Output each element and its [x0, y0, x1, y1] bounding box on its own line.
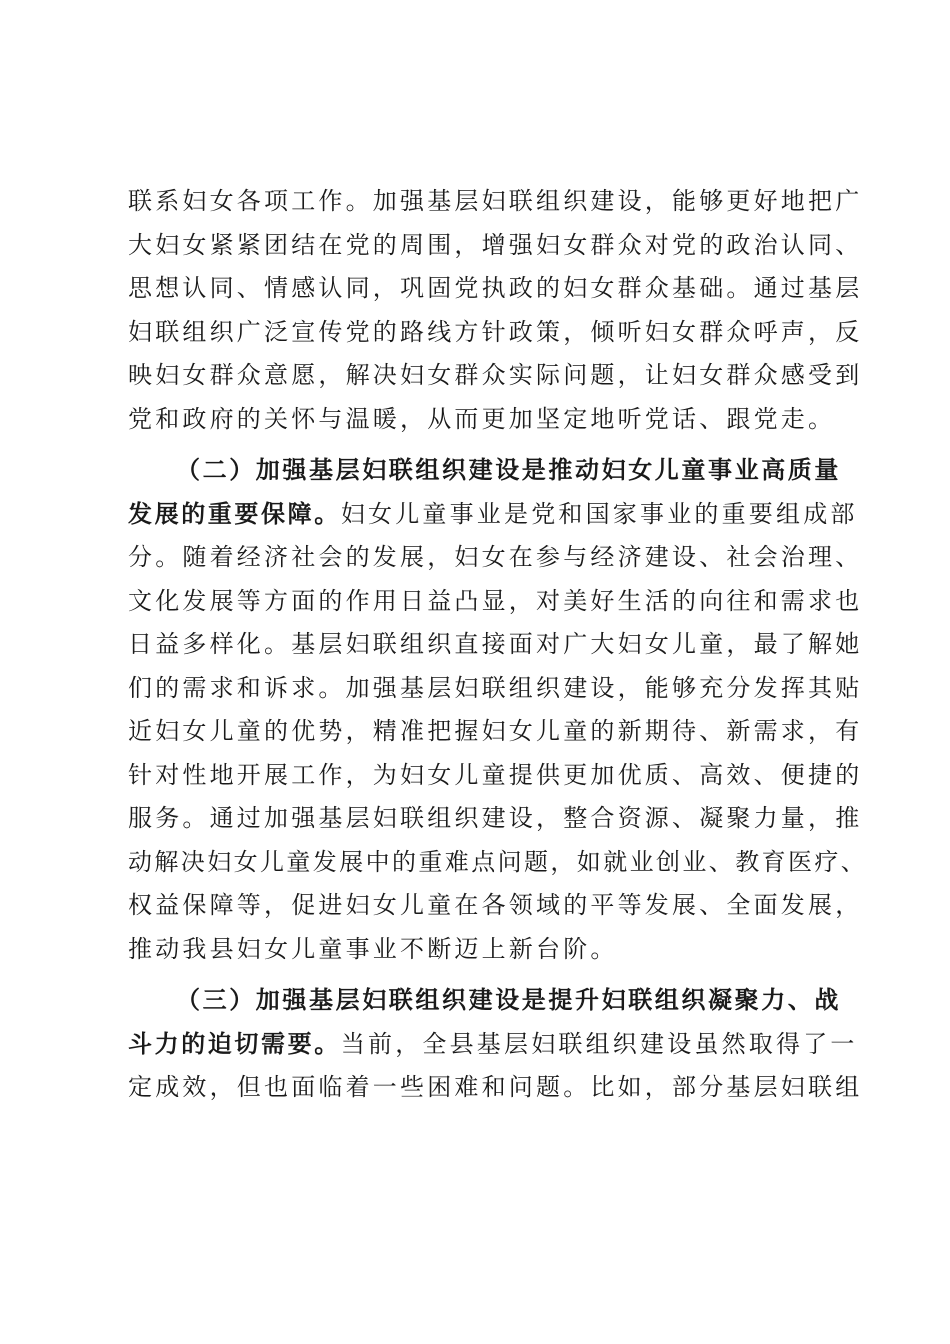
text-line: 大妇女紧紧团结在党的周围，增强妇女群众对党的政治认同、: [128, 230, 863, 259]
text-line: [128, 1023, 858, 1067]
document-body: [128, 180, 868, 1110]
paragraph-3: [128, 979, 863, 1110]
text-line: 推动我县妇女儿童事业不断迈上新台阶。: [128, 934, 618, 963]
section-heading-3-cont: 斗力的迫切需要。: [128, 1029, 341, 1058]
section-heading-3: （三）加强基层妇联组织建设是提升妇联组织凝聚力、战: [176, 986, 841, 1014]
text-line: 权益保障等，促进妇女儿童在各领域的平等发展、全面发展，: [128, 891, 863, 919]
text-line: 近妇女儿童的优势，精准把握妇女儿童的新期待、新需求，有: [128, 717, 863, 745]
text-span: 当前，全县基层妇联组织建设虽然取得了一: [340, 1029, 858, 1058]
text-line: 日益多样化。基层妇联组织直接面对广大妇女儿童，最了解她: [128, 630, 863, 658]
text-line: 分。随着经济社会的发展，妇女在参与经济建设、社会治理、: [128, 543, 863, 571]
section-heading-2-cont: 发展的重要保障。: [128, 499, 341, 528]
text-line: 文化发展等方面的作用日益凸显，对美好生活的向往和需求也: [128, 586, 863, 615]
paragraph-2: [128, 449, 868, 971]
paragraph-1: [128, 180, 863, 441]
text-line: 针对性地开展工作，为妇女儿童提供更加优质、高效、便捷的: [128, 760, 863, 789]
text-line: 思想认同、情感认同，巩固党执政的妇女群众基础。通过基层: [128, 274, 863, 302]
text-line: 们的需求和诉求。加强基层妇联组织建设，能够充分发挥其贴: [128, 673, 863, 702]
text-span: 妇女儿童事业是党和国家事业的重要组成部: [340, 499, 858, 528]
text-line: 定成效，但也面临着一些困难和问题。比如，部分基层妇联组: [128, 1073, 863, 1101]
text-line: 联系妇女各项工作。加强基层妇联组织建设，能够更好地把广: [128, 187, 863, 215]
text-line: [128, 493, 858, 537]
text-line: 妇联组织广泛宣传党的路线方针政策，倾听妇女群众呼声，反: [128, 317, 863, 346]
section-heading-2: （二）加强基层妇联组织建设是推动妇女儿童事业高质量: [176, 456, 841, 484]
text-line: 服务。通过加强基层妇联组织建设，整合资源、凝聚力量，推: [128, 804, 863, 832]
text-line: 党和政府的关怀与温暖，从而更加坚定地听党话、跟党走。: [128, 404, 836, 433]
text-line: 动解决妇女儿童发展中的重难点问题，如就业创业、教育医疗、: [128, 847, 868, 876]
text-line: 映妇女群众意愿，解决妇女群众实际问题，让妇女群众感受到: [128, 361, 863, 389]
